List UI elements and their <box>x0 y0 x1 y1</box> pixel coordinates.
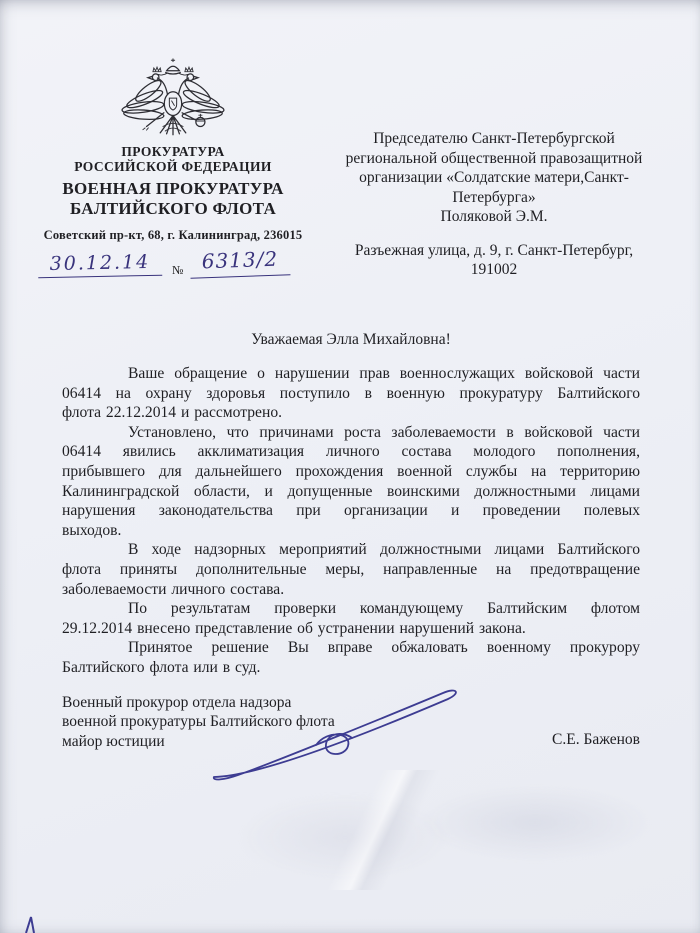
org-name-line2: РОССИЙСКОЙ ФЕДЕРАЦИИ <box>74 159 272 174</box>
body-line: 06414 явились акклиматизация личного состава молодого пополнения, <box>62 443 640 461</box>
body-line: Балтийского флота или в суд. <box>62 658 261 676</box>
letter-body <box>62 364 640 678</box>
ref-number-handwritten: 6313/2 <box>190 246 291 278</box>
paper-crease <box>250 770 510 890</box>
body-line: 29.12.2014 внесено представление об устранении нарушений закона. <box>62 619 526 637</box>
signer-name: С.Е. Баженов <box>552 731 640 748</box>
letterhead <box>30 58 316 282</box>
body-line: выходов. <box>62 521 122 539</box>
addressee-line: Петербурга» <box>452 188 536 206</box>
signer-title-line: Военный прокурор отдела надзора <box>62 694 292 711</box>
corner-ink-mark-icon <box>24 915 40 933</box>
body-line: прибывшего для дальнейшего прохождения военной службы на территорию <box>62 462 640 480</box>
signature-block <box>62 693 640 751</box>
org-name-line1: ПРОКУРАТУРА <box>121 144 225 159</box>
body-line: В ходе надзорных мероприятий должностными лицами Балтийского <box>128 541 640 559</box>
body-line: флота 22.12.2014 и рассмотрено. <box>62 404 283 422</box>
body-line: Ваше обращение о нарушении прав военнослужащих войсковой части <box>128 365 640 382</box>
addressee-line: организации «Солдатские матери,Санкт- <box>359 169 629 186</box>
salutation: Уважаемая Элла Михайловна! <box>251 331 451 348</box>
addressee-address-line: Разъежная улица, д. 9, г. Санкт-Петербург, <box>354 241 634 259</box>
body-line: флота приняты дополнительные меры, направленные на предотвращение <box>62 560 640 578</box>
addressee-line: Председателю Санкт-Петербургской <box>373 130 615 147</box>
addressee-line: региональной общественной правозащитной <box>345 149 643 167</box>
paper-smudge <box>240 795 450 880</box>
signer-title-line: военной прокуратуры Балтийского флота <box>62 713 335 731</box>
letterhead-address: Советский пр-кт, 68, г. Калининград, 236015 <box>43 228 303 242</box>
body-line: Установлено, что причинами роста заболеваемости в войсковой части <box>128 423 640 441</box>
body-line: заболеваемости личного состава. <box>62 580 285 598</box>
ref-date-handwritten: 30.12.14 <box>38 251 162 279</box>
org-name-line3: ВОЕННАЯ ПРОКУРАТУРА <box>62 179 284 198</box>
body-line: 06414 на охрану здоровья поступило в военную прокуратуру Балтийского <box>62 384 640 402</box>
body-line: Принятое решение Вы вправе обжаловать военному прокурору <box>128 639 640 657</box>
addressee-block <box>322 129 666 280</box>
addressee-postal-address <box>322 241 666 280</box>
paper-smudge <box>420 785 650 860</box>
body-line: Калининградской области, и допущенные воинскими должностными лицами <box>62 482 640 500</box>
addressee-address-line: 191002 <box>470 261 518 278</box>
reference-line <box>30 246 316 282</box>
addressee-name: Поляковой Э.М. <box>440 208 548 225</box>
coat-of-arms-icon <box>117 58 229 142</box>
body-line: По результатам проверки командующему Балтийским флотом <box>128 600 640 618</box>
body-line: нарушения законодательства при организации и проведении полевых <box>62 502 640 520</box>
ref-number-sign: № <box>172 263 184 277</box>
org-name-line4: БАЛТИЙСКОГО ФЛОТА <box>69 199 277 218</box>
signer-title-line: майор юстиции <box>62 732 165 750</box>
